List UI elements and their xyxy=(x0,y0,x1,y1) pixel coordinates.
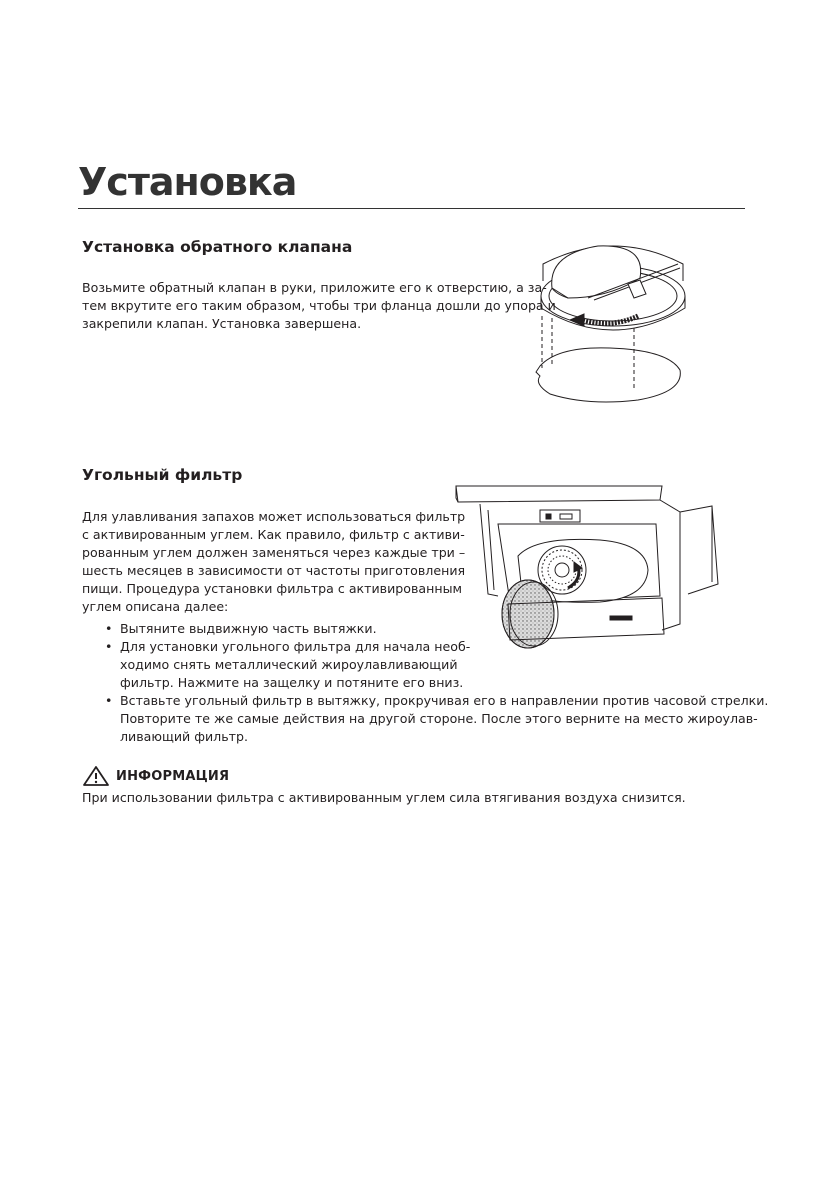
carbon-filter-heading: Угольный фильтр xyxy=(82,466,243,484)
hood-carbon-filter-illustration xyxy=(450,484,750,664)
check-valve-heading: Установка обратного клапана xyxy=(82,238,353,256)
text-line: углем описана далее: xyxy=(82,599,229,614)
text-line: ходимо снять металлический жироулавливающий xyxy=(120,657,458,672)
info-label: ИНФОРМАЦИЯ xyxy=(116,768,230,784)
text-line: Для улавливания запахов может использоваться фильтр xyxy=(82,509,466,524)
text-line: пищи. Процедура установки фильтра с активированным xyxy=(82,581,463,596)
page-title: Установка xyxy=(78,160,297,204)
title-divider xyxy=(78,208,745,209)
warning-triangle-icon xyxy=(82,765,110,787)
check-valve-text xyxy=(82,279,556,333)
text-line: рованным углем должен заменяться через каждые три – xyxy=(82,545,466,560)
check-valve-illustration xyxy=(528,236,698,416)
text-line: Повторите те же самые действия на другой стороне. После этого верните на место жироулав- xyxy=(120,711,758,726)
text-line: • Вытяните выдвижную часть вытяжки. xyxy=(120,621,377,636)
list-item xyxy=(82,692,768,746)
carbon-filter-intro xyxy=(82,508,465,616)
text-line: Возьмите обратный клапан в руки, приложите его к отверстию, а за- xyxy=(82,280,547,295)
text-line: ливающий фильтр. xyxy=(120,729,248,744)
text-line: тем вкрутите его таким образом, чтобы три фланца дошли до упора и xyxy=(82,298,556,313)
info-text: При использовании фильтра с активированным углем сила втягивания воздуха снизится. xyxy=(82,790,686,805)
text-line: закрепили клапан. Установка завершена. xyxy=(82,316,362,331)
info-header xyxy=(82,764,229,788)
text-line: шесть месяцев в зависимости от частоты приготовления xyxy=(82,563,466,578)
text-line: • Для установки угольного фильтра для начала необ- xyxy=(120,639,471,654)
text-line: фильтр. Нажмите на защелку и потяните его вниз. xyxy=(120,675,464,690)
text-line: с активированным углем. Как правило, фильтр с активи- xyxy=(82,527,465,542)
text-line: • Вставьте угольный фильтр в вытяжку, прокручивая его в направлении против часовой стрелки. xyxy=(120,693,769,708)
